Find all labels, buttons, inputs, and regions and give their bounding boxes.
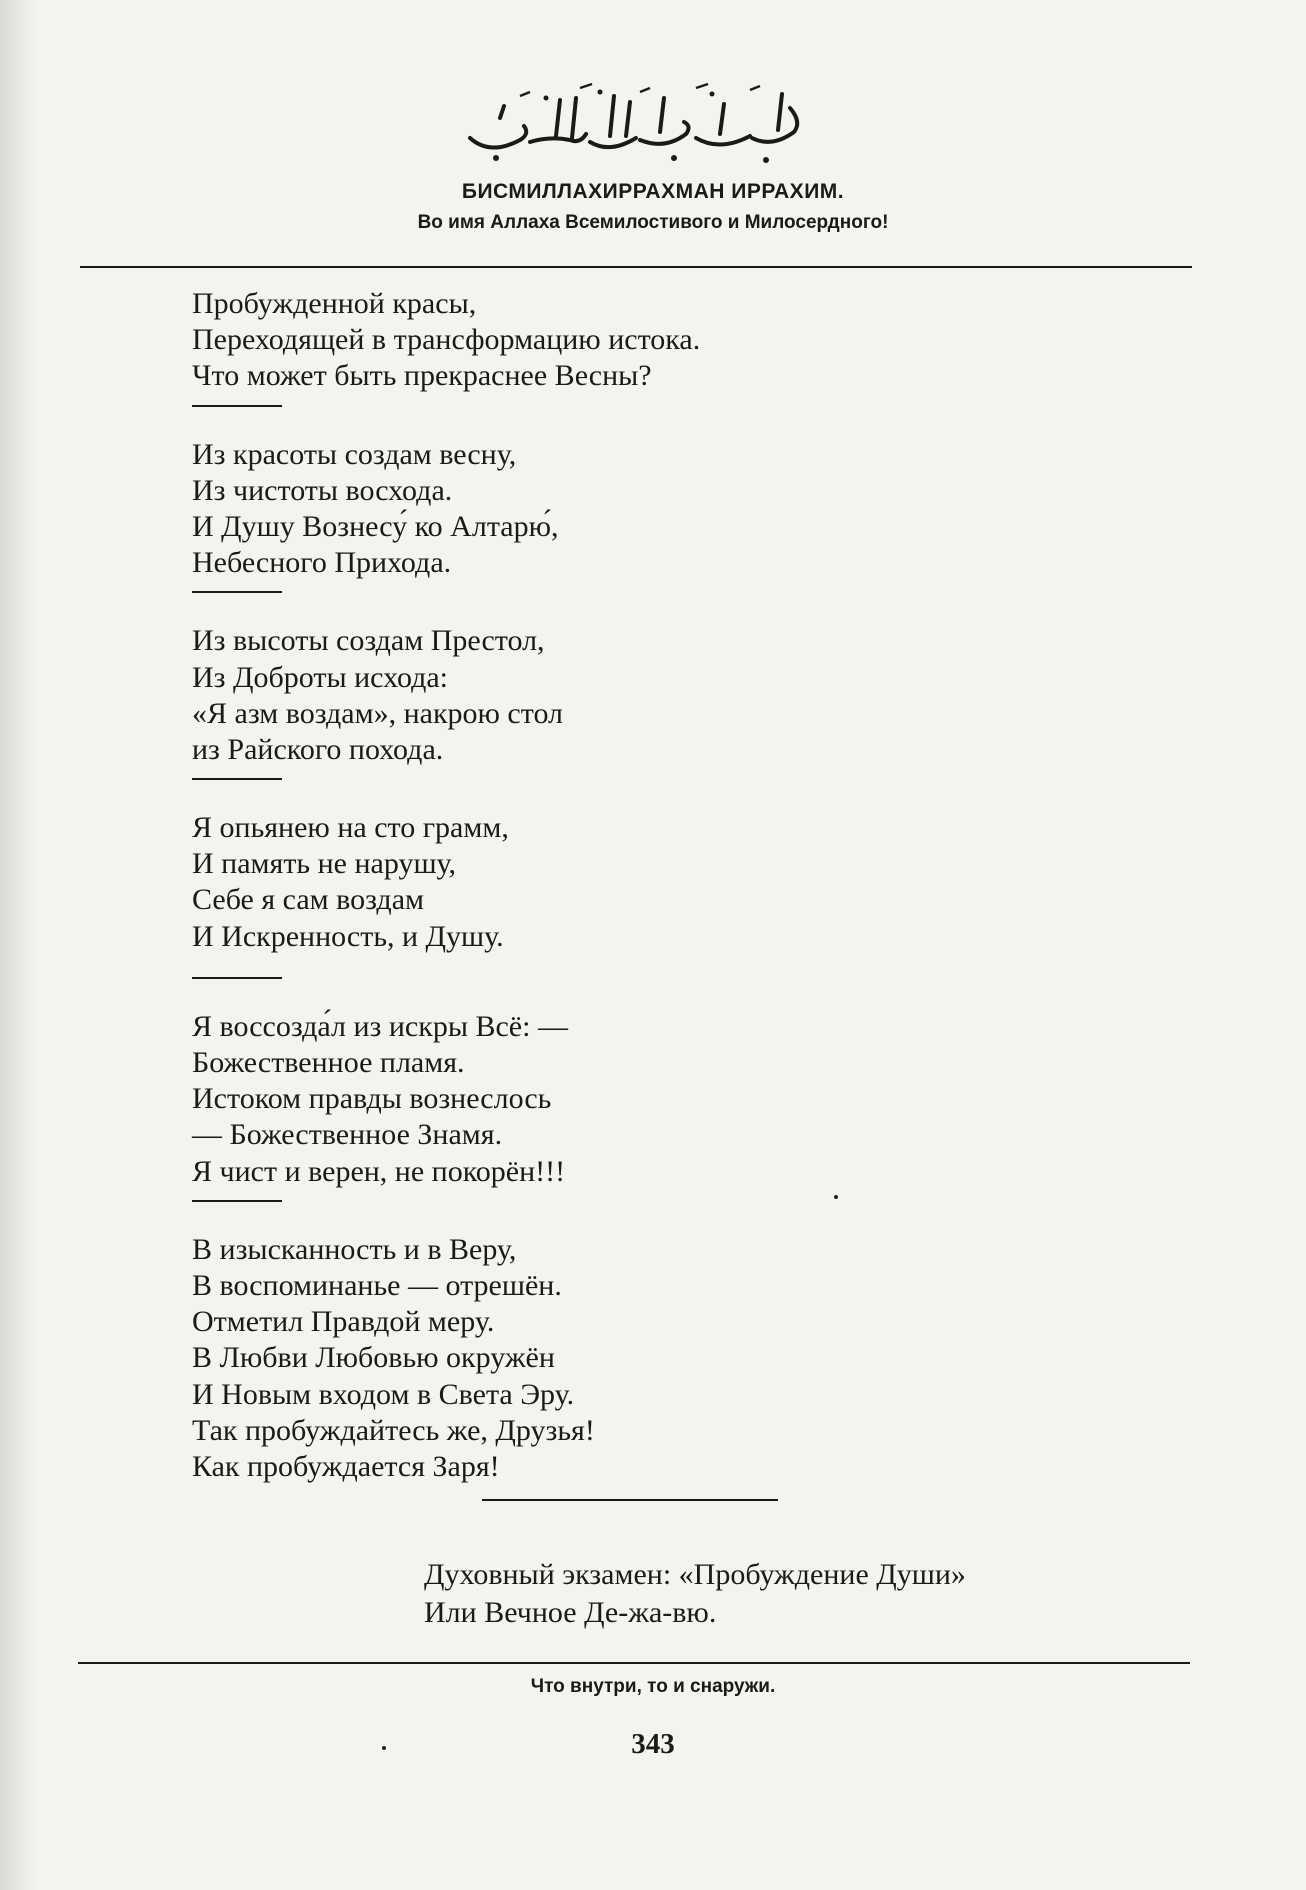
footer-motto: Что внутри, то и снаружи.	[530, 1676, 776, 1697]
header-divider	[80, 266, 1192, 268]
page-number: 343	[631, 1728, 675, 1760]
print-speck	[834, 1195, 838, 1199]
poem-line: И Новым входом в Света Эру.	[192, 1377, 575, 1411]
stanza-1	[192, 286, 992, 395]
poem-line: Я воссозда́л из искры Всё: —	[192, 1009, 568, 1043]
poem-line: Из чистоты восхода.	[192, 473, 453, 507]
poem-line: Из Доброты исхода:	[192, 660, 448, 694]
poem-line: Как пробуждается Заря!	[192, 1449, 500, 1483]
poem-line: Небесного Прихода.	[192, 546, 452, 580]
stanza-6	[192, 1232, 992, 1485]
poem-line: И Искренность, и Душу.	[192, 919, 504, 953]
closing-line-1: Духовный экзамен: «Пробуждение Души»	[424, 1558, 966, 1591]
poem-body	[192, 286, 992, 1485]
stanza-2	[192, 437, 992, 582]
basmala-calligraphy-icon	[460, 78, 810, 170]
poem-line: из Райского похода.	[192, 732, 444, 766]
poem-line: В воспоминанье — отрешён.	[192, 1268, 562, 1302]
header-title: БИСМИЛЛАХИРРАХМАН ИРРАХИМ.	[461, 180, 845, 203]
poem-line: Переходящей в трансформацию истока.	[192, 323, 701, 357]
poem-line: Из высоты создам Престол,	[192, 624, 545, 658]
stanza-4	[192, 810, 992, 955]
poem-end-divider	[482, 1499, 778, 1501]
poem-line: Себе я сам воздам	[192, 883, 424, 917]
stanza-separator	[192, 591, 282, 593]
print-speck	[382, 1746, 386, 1750]
stanza-separator	[192, 1200, 282, 1202]
stanza-separator	[192, 977, 282, 979]
poem-line: — Божественное Знамя.	[192, 1118, 503, 1152]
stanza-separator	[192, 405, 282, 407]
poem-line: И Душу Вознесу́ ко Алтарю́,	[192, 509, 559, 543]
closing-line-2: Или Вечное Де-жа-вю.	[424, 1596, 717, 1629]
stanza-separator	[192, 778, 282, 780]
poem-line: Божественное пламя.	[192, 1046, 465, 1079]
poem-line: «Я азм воздам», накрою стол	[192, 696, 564, 730]
page-edge-shadow	[0, 0, 36, 1890]
poem-line: Я опьянею на сто грамм,	[192, 811, 509, 845]
poem-line: Из красоты создам весну,	[192, 437, 517, 471]
poem-line: В изысканность и в Веру,	[192, 1232, 517, 1266]
header-subtitle: Во имя Аллаха Всемилостивого и Милосердного!	[417, 212, 889, 233]
poem-line: Так пробуждайтесь же, Друзья!	[192, 1413, 595, 1447]
poem-line: И память не нарушу,	[192, 847, 457, 881]
closing-note	[424, 1556, 966, 1632]
poem-line: Истоком правды вознеслось	[192, 1082, 552, 1116]
stanza-3	[192, 623, 992, 768]
poem-line: Пробужденной красы,	[192, 287, 477, 320]
poem-line: В Любви Любовью окружён	[192, 1341, 555, 1375]
stanza-5	[192, 1009, 992, 1190]
poem-line: Я чист и верен, не покорён!!!	[192, 1154, 566, 1188]
footer-divider	[78, 1662, 1190, 1664]
poem-line: Что может быть прекраснее Весны?	[192, 359, 652, 393]
poem-line: Отметил Правдой меру.	[192, 1305, 495, 1339]
